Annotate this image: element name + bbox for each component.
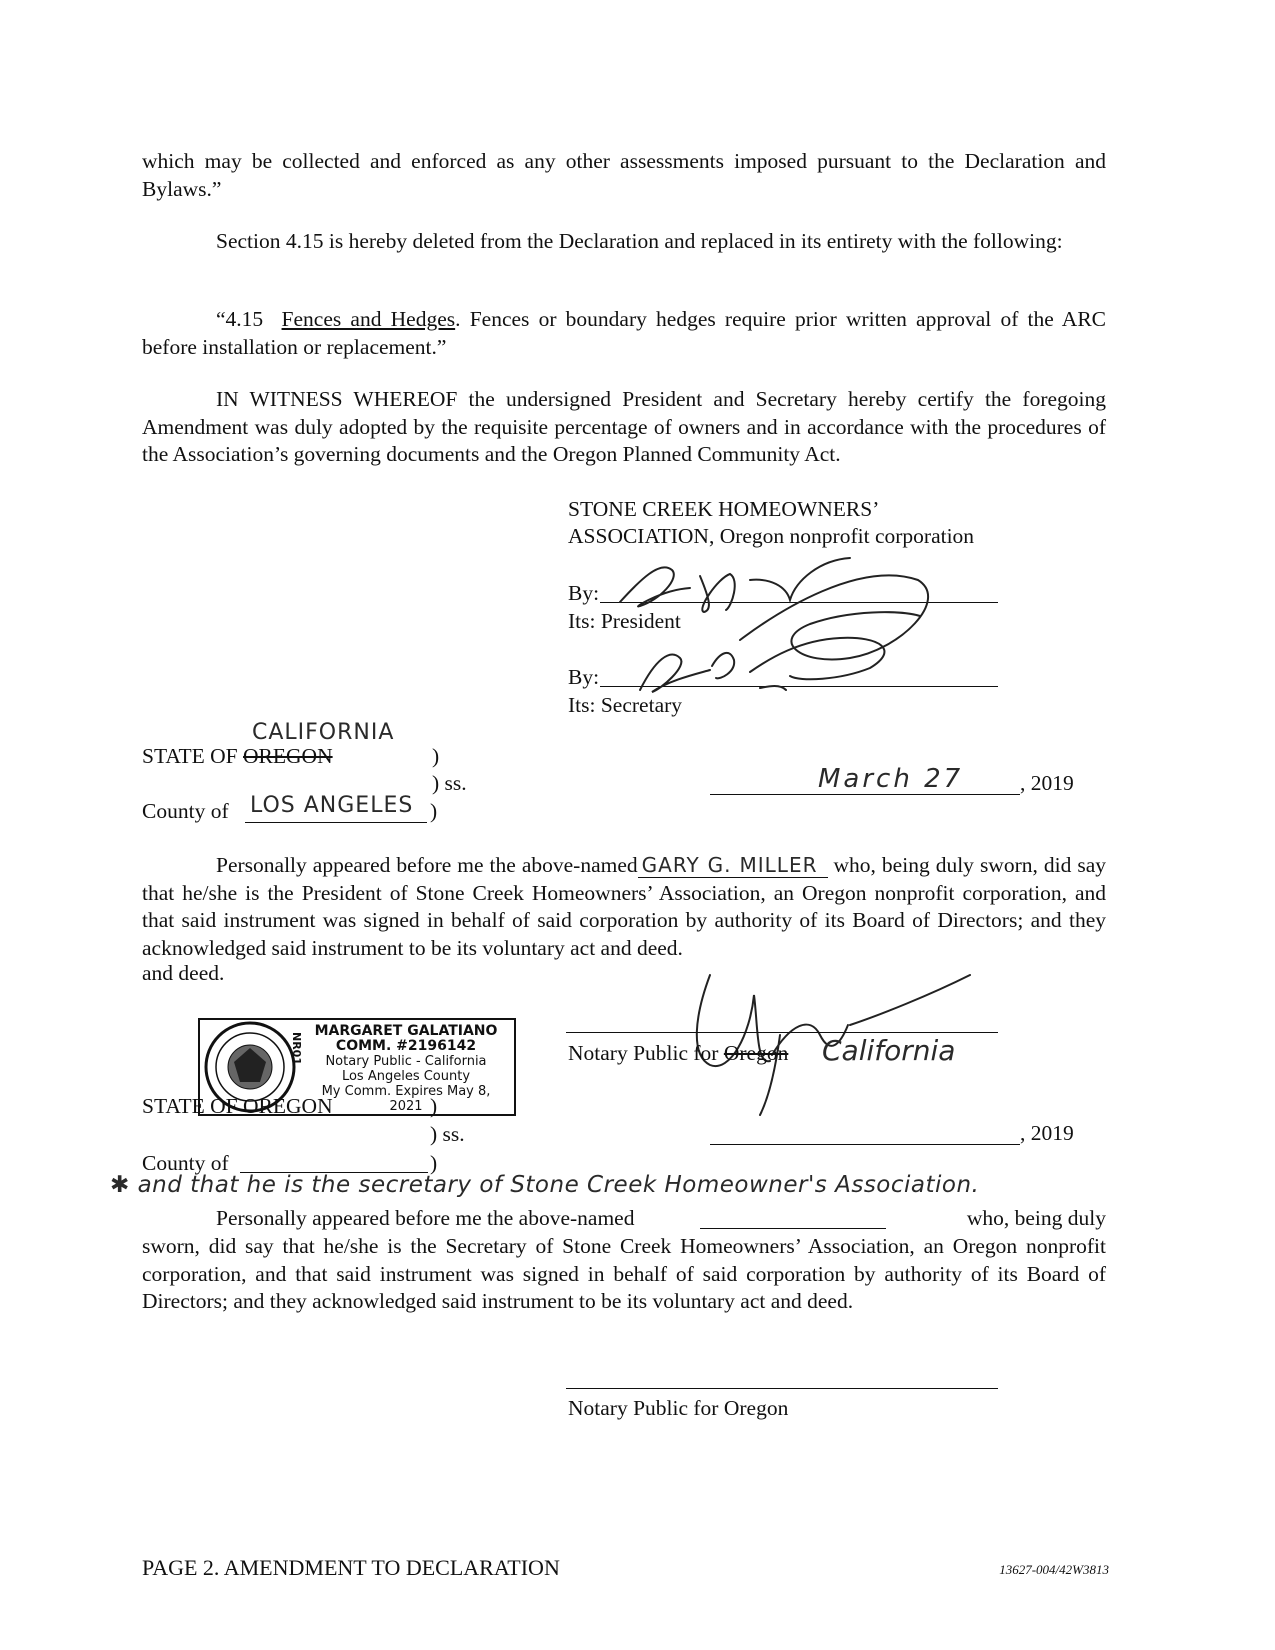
county-label: County of [142,799,229,823]
notary1-label: Notary Public for Oregon [568,1041,789,1065]
date-year: , 2019 [1020,771,1074,795]
section-number: “4.15 [216,307,264,331]
org-name-line2: ASSOCIATION, Oregon nonprofit corporation [568,524,975,548]
paragraph-fences-hedges [142,306,1106,361]
stamp-county: Los Angeles County [341,1069,471,1084]
paragraph-assessments: which may be collected and enforced as any other assessments imposed pursuant to the Declaration and Bylaws.” [142,149,1106,201]
signer-name-handwritten: GARY G. MILLER [638,853,828,878]
president-secretary-signatures [600,540,960,720]
date2-line [710,1144,1020,1145]
county2-paren: ) [430,1151,438,1175]
date-handwritten: March 27 [818,764,964,794]
notary1-state-handwritten: California [822,1034,956,1067]
stamp-notary-name: MARGARET GALATIANO [314,1023,498,1039]
paragraph-in-witness: IN WITNESS WHEREOF the undersigned President and Secretary hereby certify the foregoing Amendment was duly adopted by the requisite percentage of owners and in accordance with the procedures of the Association’s governing documents and the Oregon Planned Community Act. [142,387,1106,466]
footer-page-label: PAGE 2. AMENDMENT TO DECLARATION [142,1555,560,1580]
handwritten-insert-note: ✱ and that he is the secretary of Stone Creek Homeowner's Association. [110,1172,980,1198]
ss2-label: ) ss. [430,1122,465,1146]
notary2-signature-line [566,1388,998,1389]
county-handwritten: LOS ANGELES [250,793,414,818]
notary2-name-line [700,1228,886,1229]
notary1-body: Personally appeared before me the above-named GARY G. MILLER who, being duly sworn, did say that he/she is the President of Stone Creek Homeowners’ Association, an Oregon nonprofit corporation, and that said instrument was signed in behalf of said corporation by authority of its Board of Directors; and they acknowledged said instrument to be its voluntary act and deed. [142,853,1107,960]
secretary-by-label: By: [568,665,600,689]
secretary-title: Its: Secretary [568,693,683,717]
stamp-text [306,1024,506,1114]
notary2-label: Notary Public for Oregon [568,1396,789,1420]
state2-label: STATE OF OREGON [142,1094,333,1118]
state2-paren: ) [430,1094,438,1118]
org-name-line1: STONE CREEK HOMEOWNERS’ [568,497,880,521]
paragraph-section-4-15: Section 4.15 is hereby deleted from the Declaration and replaced in its entirety with the following: [216,229,1063,253]
notary1-struck-state: Oregon [723,1041,789,1065]
president-title: Its: President [568,609,681,633]
president-by-label: By: [568,581,600,605]
section-heading: Fences and Hedges [281,307,456,331]
stamp-commission: COMM. #2196142 [335,1038,477,1054]
notary2-intro: Personally appeared before me the above-named [216,1206,635,1230]
footer-doc-ref: 13627-004/42W3813 [999,1562,1109,1577]
stamp-title: Notary Public - California [325,1054,487,1069]
notary2-after-blank: who, being duly [966,1206,1106,1230]
state-handwritten: CALIFORNIA [252,720,395,745]
state-struck: OREGON [243,744,333,768]
date-line [710,794,1020,795]
county-line [245,822,427,823]
section-body: . Fences or boundary hedges require prior written approval of the ARC before installation or replacement.” [142,307,1107,359]
state-label: STATE OF OREGON [142,744,333,768]
and-deed: and deed. [142,961,225,985]
stamp-side-code: NR01 [290,1032,303,1065]
state-paren: ) [432,744,440,768]
ss-label: ) ss. [432,771,467,795]
notary1-signature-line [566,1032,998,1033]
stamp-expiry: My Comm. Expires May 8, 2021 [321,1084,491,1114]
county2-label: County of [142,1151,229,1175]
county-paren: ) [430,799,438,823]
notary2-body: sworn, did say that he/she is the Secretary of Stone Creek Homeowners’ Association, an Oregon nonprofit corporation, and that said instrument was signed in behalf of said corporation by authority of its Board of Directors; and they acknowledged said instrument to be its voluntary act and deed. [142,1234,1106,1313]
date2-year: , 2019 [1020,1121,1074,1145]
